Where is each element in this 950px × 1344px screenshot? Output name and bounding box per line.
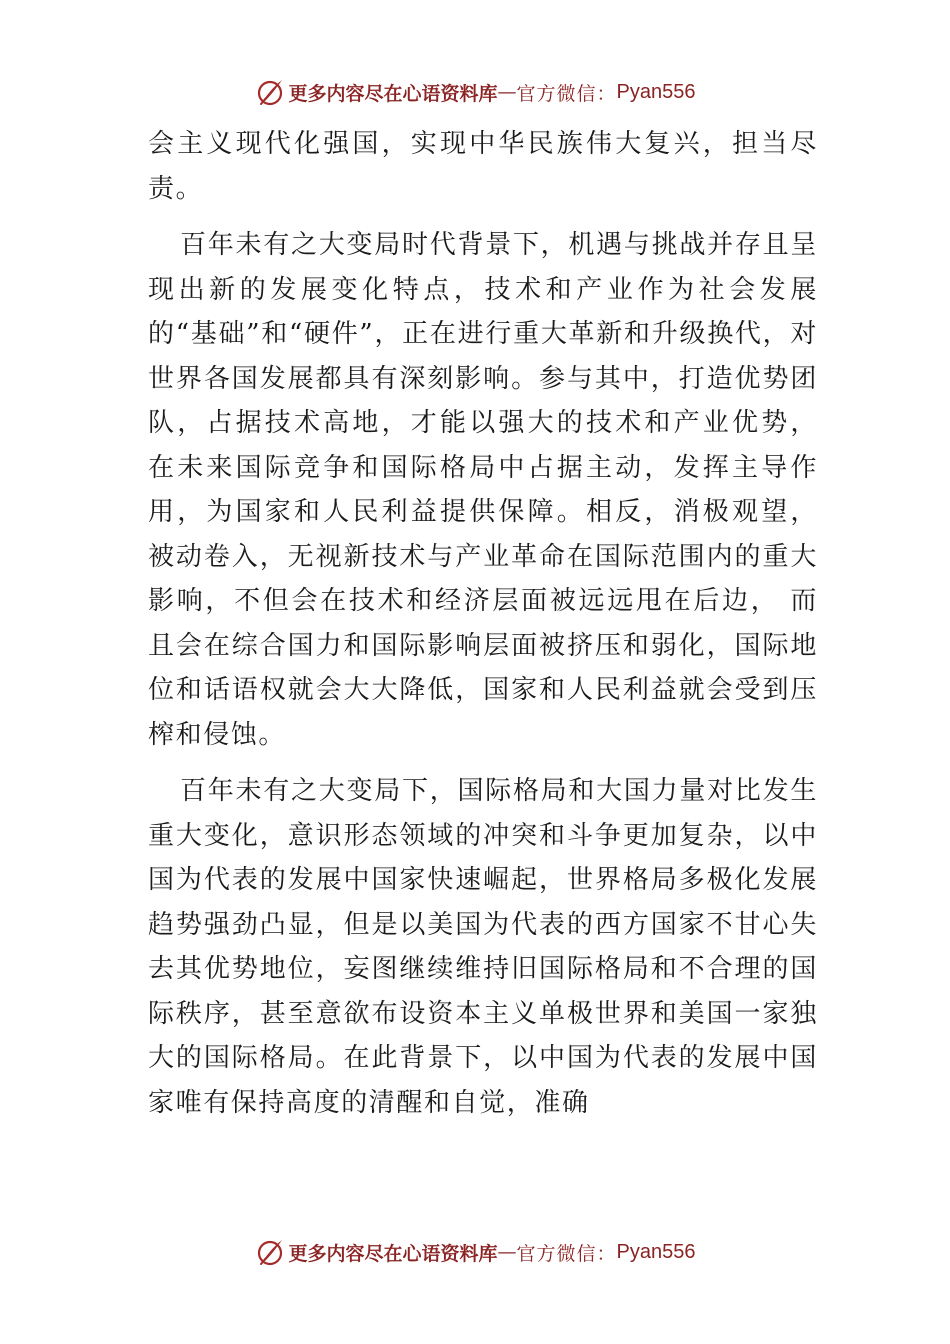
paragraph: 会主义现代化强国，实现中华民族伟大复兴，担当尽责。 [148,129,818,204]
header-site-name: 更多内容尽在心语资料库 [288,82,498,105]
paragraph: 百年未有之大变局时代背景下，机遇与挑战并存且呈现出新的发展变化特点，技术和产业作为社会发展的“基础”和“硬件”，正在进行重大革新和升级换代，对世界各国发展都具有深刻影响。参与其中，打造优势团队，占据技术高地，才能以强大的技术和产业优势， 在未来国际竞争和国际格局中占据主动，发挥主导作用，为国家和人民利益提供保障。相反，消极观望， 被动卷入，无视新技术与产业革命在国际范围内的重大影响，不但会在技术和经济层面被远远甩在后边， 而且会在综合国力和国际影响层面被挤压和弱化，国际地位和话语权就会大大降低，国家和人民利益就会受到压榨和侵蚀。 [148,230,818,750]
pen-feather-icon [255,77,285,107]
footer-dash: — [497,1241,517,1263]
paragraph: 百年未有之大变局下，国际格局和大国力量对比发生重大变化，意识形态领域的冲突和斗争更加复杂，以中国为代表的发展中国家快速崛起，世界格局多极化发展趋势强劲凸显，但是以美国为代表的西方国家不甘心失去其优势地位，妄图继续维持旧国际格局和不合理的国际秩序，甚至意欲布设资本主义单极世界和美国一家独大的国际格局。在此背景下，以中国为代表的发展中国家唯有保持高度的清醒和自觉，准确 [148,776,818,1118]
header-dash: — [497,81,517,103]
footer-site-name: 更多内容尽在心语资料库 [288,1242,498,1265]
footer-wechat-id: Pyan556 [616,1240,696,1263]
footer-official-label: 官方微信： [516,1242,617,1265]
footer-banner [0,1232,950,1272]
header-banner [0,72,950,112]
pen-feather-icon [255,1237,285,1267]
header-wechat-id: Pyan556 [616,80,696,103]
header-official-label: 官方微信： [516,82,617,105]
document-body [148,122,818,1125]
